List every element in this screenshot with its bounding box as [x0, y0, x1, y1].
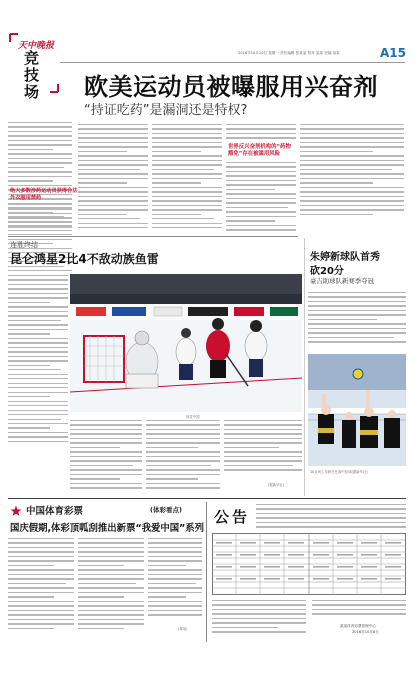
hockey-sign-off: (据新华社) — [268, 483, 285, 487]
hockey-body-col-4 — [224, 420, 302, 474]
page-code: A15 — [380, 46, 406, 60]
lead-left-head-2: 外衣服用禁药 — [10, 195, 42, 201]
notice-body-col-2 — [312, 600, 406, 622]
hockey-body-col-1 — [8, 275, 68, 445]
masthead-rule — [60, 62, 405, 63]
lottery-banner: 中国体育彩票 — [26, 506, 84, 517]
lead-left-head-1: 绝大多数涉药运动员获得合法 — [10, 188, 78, 194]
hockey-body-col-3 — [146, 420, 220, 492]
notice-intro — [256, 504, 406, 532]
right-column-divider — [304, 238, 305, 496]
lottery-banner-tag: (体彩看点) — [150, 506, 182, 514]
lead-side-head: 世界反兴奋剂机构的“药物豁免”存在被滥用风险 — [228, 144, 291, 157]
lottery-logo-icon — [10, 502, 22, 514]
lottery-body-col-3 — [148, 538, 202, 622]
lead-body-col-2 — [78, 124, 148, 234]
hockey-kicker: 连胜终结 — [10, 241, 38, 249]
hockey-photo-caption: 视觉中国 — [186, 415, 200, 419]
lead-body-col-3 — [152, 124, 222, 234]
volleyball-photo — [308, 354, 406, 466]
volleyball-photo-caption: 10月9日,朱婷在比赛中扣球(据新华社) — [310, 470, 368, 474]
lead-body-col-4b — [226, 162, 296, 234]
bottom-column-divider — [206, 502, 207, 642]
lottery-body-col-1 — [8, 538, 74, 634]
lead-headline: 欧美运动员被曝服用兴奋剂 — [84, 73, 378, 101]
volleyball-headline-1: 朱婷新球队首秀 — [310, 252, 380, 263]
lead-subhead: “持证吃药”是漏洞还是特权? — [84, 103, 248, 118]
hockey-body-col-2 — [70, 420, 142, 492]
lottery-sign-off: (林某) — [178, 627, 188, 631]
lead-body-col-5 — [300, 124, 404, 219]
dateline: 2016年10月10日 星期一 责任编辑 张某某 校对 某某 美编 某某 — [238, 51, 340, 55]
lottery-body-col-2 — [78, 538, 144, 634]
volleyball-body — [308, 292, 406, 352]
lottery-headline: 国庆假期,体彩顶呱刮推出新票“我爱中国”系列 — [10, 523, 205, 534]
volleyball-headline-2: 砍20分 — [310, 266, 344, 277]
notice-table — [212, 533, 406, 595]
lead-body-col-4 — [226, 124, 296, 144]
lead-bottom-rule — [8, 236, 298, 237]
hockey-headline: 昆仑鸿星2比4不敌动族鱼雷 — [10, 252, 159, 266]
notice-signature-2: 2016年10月8日 — [352, 630, 379, 634]
volleyball-subhead: 豪吉助球队新赛季夺冠 — [310, 277, 374, 285]
bottom-section-rule — [8, 498, 406, 499]
notice-signature-1: 某某体育彩票管理中心 — [340, 624, 376, 628]
lead-body-col-1b — [8, 204, 72, 234]
section-name: 竞技场 — [24, 49, 40, 101]
paper-name: 天中晚报 — [18, 41, 55, 51]
notice-title: 公告 — [214, 508, 251, 526]
hockey-photo — [70, 274, 302, 412]
notice-body-col-1 — [212, 600, 306, 640]
